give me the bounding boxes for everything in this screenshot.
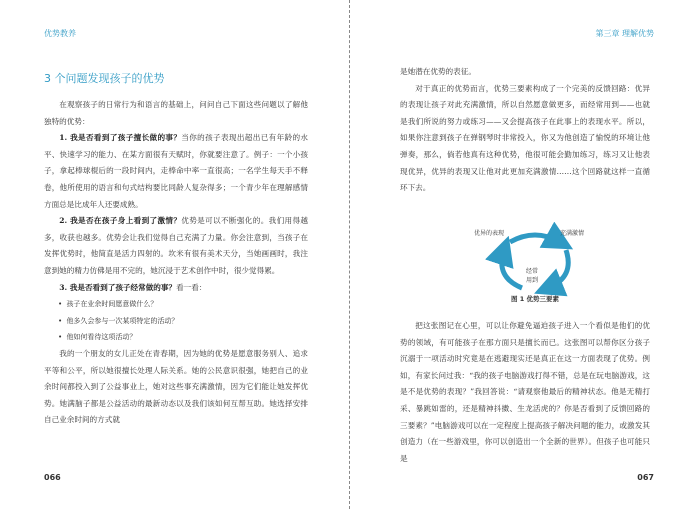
right-body-text-lower: [400, 318, 650, 467]
left-page-number: 066: [44, 473, 61, 482]
bullet-item: • 他如何看待这项活动？: [58, 329, 308, 346]
arrow-right: [548, 250, 568, 288]
usage-paragraph: 把这张图记在心里，可以让你避免逼迫孩子进入一个看似是他们的优势的领域，有可能孩子在那方面只是擅长而已。这张图可以帮你区分孩子沉溺于一项活动时究竟是在逃避现实还是真正在这一方面表现了优势。例如，有家长问过我：“我的孩子电脑游戏打得不错，总是在玩电脑游戏，这是不是优势的表现？”我回答说：“请观察他最后的精神状态。他是无精打采、暴跳如雷的，还是精神抖擞、生龙活虎的？你是否看到了反馈回路的三要素？”电脑游戏可以在一定程度上提高孩子解决问题的能力，或激发其创造力（在一些游戏里，你可以创造出一个全新的世界）。但孩子也可能只是: [400, 321, 650, 463]
diagram-label-passion: 充满激情: [560, 230, 585, 237]
arrow-top: [510, 235, 560, 242]
continuation-paragraph: 是她潜在优势的表征。: [400, 67, 476, 76]
question-2-heading: 2. 我是否在孩子身上看到了激情？: [59, 216, 182, 226]
right-running-header: 第三章 理解优势: [595, 29, 654, 38]
bullet-item: • 他多久会参与一次某项特定的活动？: [58, 313, 308, 330]
closing-paragraph: 我的一个朋友的女儿正处在青春期，因为她的优势是愿意服务别人、追求平等和公平，所以她很擅长处理人际关系。她的公民意识很强，她把自己的业余时间都投入到了公益事业上，她对这些事充满激情，因为它们能让她发挥优势。她满脑子都是公益活动的最新动态以及我们该如何互帮互助。她选择安排自己业余时间的方式就: [44, 348, 308, 425]
right-body-text: [400, 64, 650, 197]
bullet-item: • 孩子在业余时间愿意做什么？: [58, 296, 308, 313]
question-3-text: 看一看：: [176, 282, 207, 292]
question-1-text: 当你的孩子表现出超出已有年龄的水平、快速学习的能力、在某方面很有天赋时，你就要注意了。例子：一个小孩子，拿起棒球棍后的一段时间内，走棒命中率一直很高；一名学生每天手不释卷，他所使用的语言和句式结构要比同龄人复杂得多；一个青少年在理解感情方面总是比成年人还要成熟。: [44, 133, 308, 209]
question-2-text: 优势是可以不断强化的。我们用得越多，收获也越多。优势会让我们觉得自己充满了力量。你会注意到，当孩子在发挥优势时，他简直是活力四射的。坎米有很有美术天分，当她画画时，我注意到她的精力仿佛是用不完的，她沉浸于艺术创作中时，很少觉得累。: [44, 216, 308, 275]
question-3-heading: 3. 我是否看到了孩子经常做的事？: [59, 282, 177, 292]
figure-caption: 图 1 优势三要素: [510, 295, 560, 303]
question-1-heading: 1. 我是否看到了孩子擅长做的事？: [59, 133, 182, 143]
diagram-label-performance: 优异的表现: [474, 230, 505, 237]
arrow-left: [502, 250, 522, 288]
section-title: 3 个问题发现孩子的优势: [44, 72, 165, 85]
feedback-loop-paragraph: 对于真正的优势而言，优势三要素构成了一个完美的反馈回路：优异的表现让孩子对此充满激情，所以自然愿意做更多，而经常用到——也就是我们所说的努力或练习——又会提高孩子在此事上的表现水平。所以，如果你注意到孩子在弹钢琴时非常投入，你又为他创造了愉悦的环境让他弹奏，那么，倘若他真有这种优势，他很可能会勤加练习，练习又让他表现优异，优异的表现又让他对此更加充满激情……这个回路就这样一直循环下去。: [400, 83, 650, 193]
left-running-header: 优势教养: [44, 29, 76, 38]
right-page-number: 067: [637, 473, 654, 482]
diagram-label-practice: 经常 用到: [526, 268, 539, 284]
intro-paragraph: 在观察孩子的日常行为和语言的基础上，问问自己下面这些问题以了解他独特的优势：: [44, 100, 308, 126]
